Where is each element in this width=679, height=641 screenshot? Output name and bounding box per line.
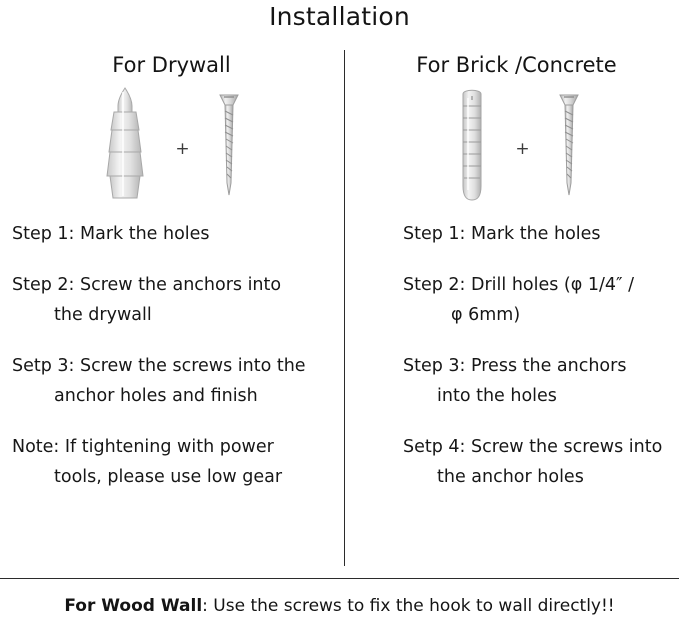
drywall-note-cont: tools, please use low gear (54, 467, 283, 487)
brick-step-2-main: Step 2: Drill holes (φ 1/4″ / (403, 275, 635, 295)
drywall-step-2 (12, 270, 333, 330)
page-title: Installation (269, 2, 410, 31)
drywall-step-3 (12, 351, 333, 411)
brick-step-2 (403, 270, 672, 330)
brick-concrete-hardware-group (359, 85, 678, 205)
brick-step-3 (403, 351, 672, 411)
concrete-anchor-icon (455, 86, 489, 204)
brick-step-4 (403, 432, 672, 492)
footer-note-bold: For Wood Wall (64, 596, 203, 616)
vertical-divider (344, 50, 345, 566)
drywall-step-1-main: Step 1: Mark the holes (12, 224, 210, 244)
brick-step-3-main: Step 3: Press the anchors (403, 356, 627, 376)
drywall-column (0, 31, 339, 513)
drywall-hardware-group (4, 85, 339, 205)
drywall-anchor-icon (101, 86, 149, 204)
footer-note-rest: : Use the screws to fix the hook to wall directly!! (202, 596, 615, 616)
drywall-step-2-main: Step 2: Screw the anchors into (12, 275, 282, 295)
screw-icon (216, 91, 242, 199)
screw-icon (556, 91, 582, 199)
plus-symbol-brick: + (515, 139, 530, 159)
horizontal-divider (0, 578, 679, 579)
instruction-columns (0, 31, 679, 513)
brick-step-2-cont: φ 6mm) (451, 305, 521, 325)
brick-concrete-heading: For Brick /Concrete (416, 53, 617, 77)
drywall-step-1 (12, 219, 333, 249)
drywall-steps (4, 219, 339, 492)
brick-step-4-cont: the anchor holes (437, 467, 584, 487)
brick-step-4-main: Setp 4: Screw the screws into (403, 437, 663, 457)
plus-symbol-drywall: + (175, 139, 190, 159)
brick-step-3-cont: into the holes (437, 386, 557, 406)
drywall-step-2-cont: the drywall (54, 305, 152, 325)
drywall-note-main: Note: If tightening with power (12, 437, 274, 457)
footer-note (0, 596, 679, 616)
brick-step-1 (403, 219, 672, 249)
brick-step-1-main: Step 1: Mark the holes (403, 224, 601, 244)
drywall-step-3-main: Setp 3: Screw the screws into the (12, 356, 306, 376)
brick-concrete-column (339, 31, 678, 513)
drywall-note (12, 432, 333, 492)
drywall-step-3-cont: anchor holes and finish (54, 386, 258, 406)
brick-concrete-steps (365, 219, 678, 492)
drywall-heading: For Drywall (112, 53, 231, 77)
